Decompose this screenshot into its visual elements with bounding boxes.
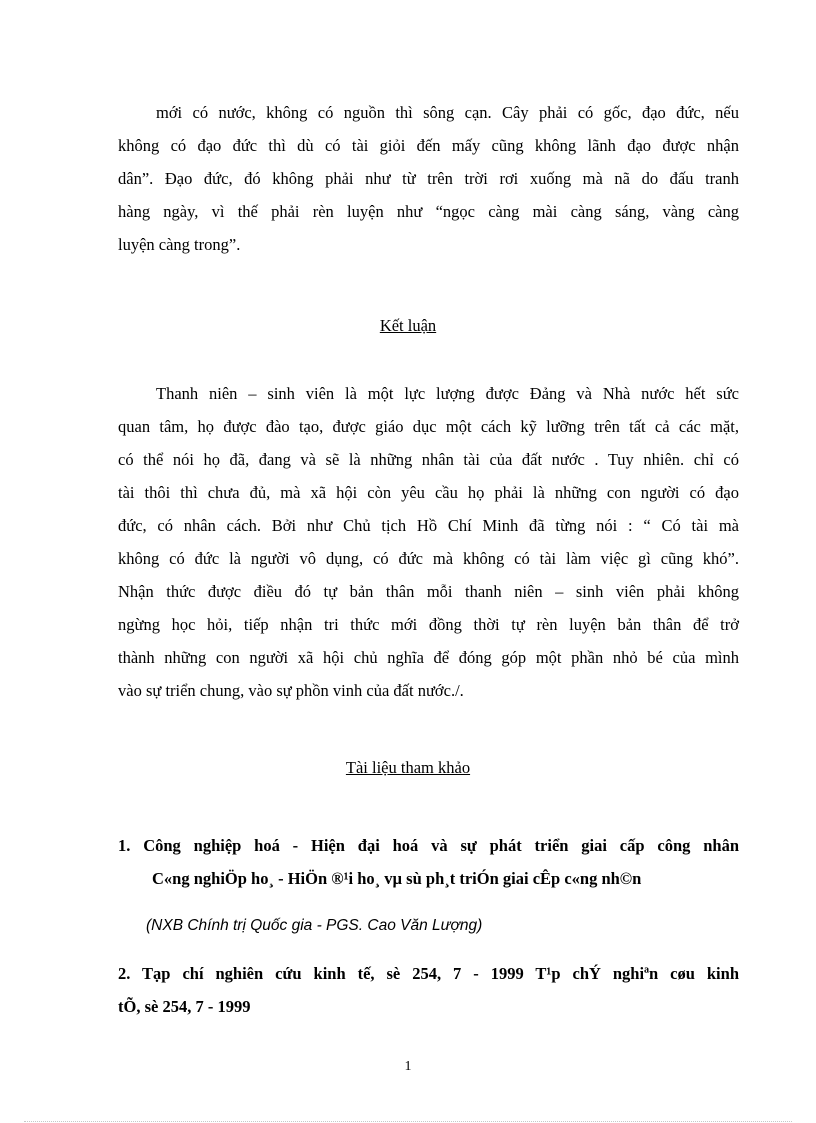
intro-line-1: mới có nước, không có nguồn thì sông cạn. Cây phải có gốc, đạo đức, nếu [156,103,739,122]
reference-1-source: (NXB Chính trị Quốc gia - PGS. Cao Văn Lượng) [146,917,483,934]
conclusion-line-7: Nhận thức được điều đó tự bản thân mỗi thanh niên – sinh viên phải không [118,582,739,601]
intro-line-3: dân”. Đạo đức, đó không phải như từ trên trời rơi xuống mà nã do đấu tranh [118,169,739,188]
reference-1-garbled-title: C«ng nghiÖp ho¸ - HiÖn ®¹i ho¸ vµ sù ph¸t triÓn giai cÊp c«ng nh©n [152,869,642,888]
conclusion-line-10: vào sự triển chung, vào sự phồn vinh của đất nước./. [118,681,464,700]
conclusion-line-8: ngừng học hỏi, tiếp nhận tri thức mới đồng thời tự rèn luyện bản thân để trở [118,615,739,634]
reference-1-title: 1. Công nghiệp hoá - Hiện đại hoá và sự phát triển giai cấp công nhân [118,836,739,855]
conclusion-heading: Kết luận [379,316,437,335]
conclusion-line-3: có thể nói họ đã, đang và sẽ là những nhân tài của đất nước . Tuy nhiên. chỉ có [118,450,739,469]
page-number: 1 [404,1059,412,1074]
reference-2-title: 2. Tạp chí nghiên cứu kinh tế, sè 254, 7 - 1999 T¹p chÝ nghiªn cøu kinh [118,964,739,983]
conclusion-line-1: Thanh niên – sinh viên là một lực lượng được Đảng và Nhà nước hết sức [156,384,739,403]
intro-line-4: hàng ngày, vì thế phải rèn luyện như “ngọc càng mài càng sáng, vàng càng [118,202,739,221]
conclusion-line-6: không có đức là người vô dụng, có đức mà không có tài làm việc gì cũng khó”. [118,549,739,568]
intro-line-5: luyện càng trong”. [118,235,241,254]
references-heading: Tài liệu tham khảo [345,758,471,777]
intro-line-2: không có đạo đức thì dù có tài giỏi đến mấy cũng không lãnh đạo được nhận [118,136,739,155]
conclusion-line-4: tài thôi thì chưa đủ, mà xã hội còn yêu cầu họ phải là những con người có đạo [118,483,739,502]
reference-2-continuation: tÕ, sè 254, 7 - 1999 [118,997,251,1016]
conclusion-line-9: thành những con người xã hội chủ nghĩa để đóng góp một phần nhỏ bé của mình [118,648,739,667]
conclusion-line-5: đức, có nhân cách. Bởi như Chủ tịch Hồ Chí Minh đã từng nói : “ Có tài mà [118,516,739,535]
conclusion-line-2: quan tâm, họ được đào tạo, được giáo dục một cách kỹ lưỡng trên tất cả các mặt, [118,417,739,436]
page-bottom-divider [24,1121,792,1122]
